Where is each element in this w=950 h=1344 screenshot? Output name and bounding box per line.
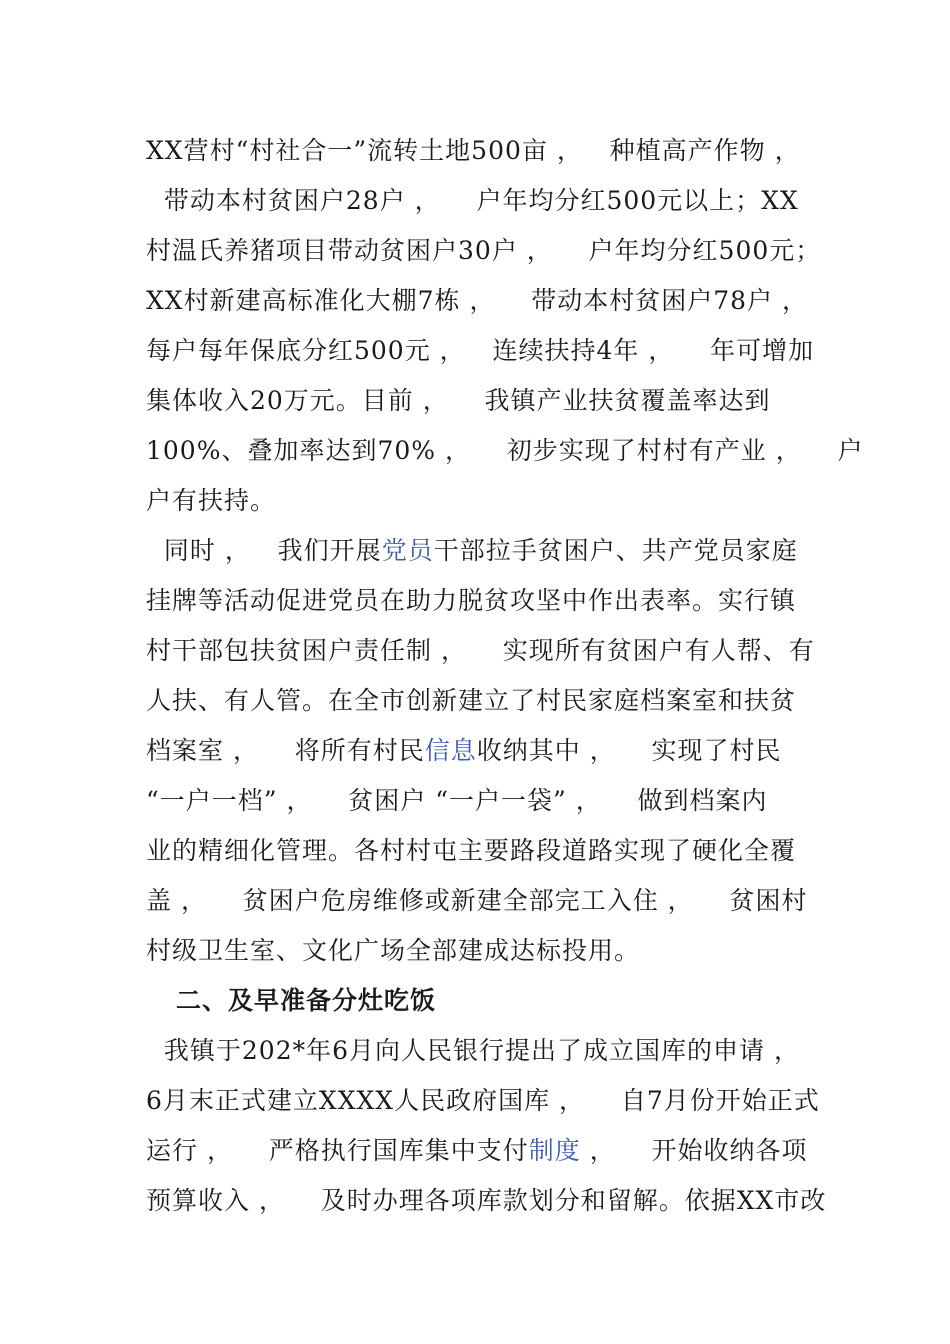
text-line: 村干部包扶贫困户责任制 ， 实现所有贫困户有人帮、有 [146, 636, 815, 665]
text-line: 带动本村贫困户28户 ， 户年均分红500元以上；XX [146, 186, 799, 215]
text-line: 人扶、有人管。在全市创新建立了村民家庭档案室和扶贫 [146, 686, 797, 715]
text-line [146, 536, 826, 566]
text-line: 挂牌等活动促进党员在助力脱贫攻坚中作出表率。实行镇 [146, 586, 797, 615]
text-line: 业的精细化管理。各村村屯主要路段道路实现了硬化全覆 [146, 836, 797, 865]
text-line: 户有扶持。 [146, 486, 277, 515]
text-line: 我镇于202*年6月向人民银行提出了成立国库的申请 ， [146, 1036, 800, 1065]
text-line: 盖 ， 贫困户危房维修或新建全部完工入住 ， 贫困村 [146, 886, 808, 915]
section-heading: 二、及早准备分灶吃饭 [176, 986, 437, 1015]
text-line: 6月末正式建立XXXX人民政府国库 ， 自7月份开始正式 [146, 1086, 820, 1115]
text-segment: 同时 ， 我们开展 [146, 536, 382, 565]
text-segment: ， 开始收纳各项 [580, 1136, 808, 1165]
text-line: XX营村“村社合一”流转土地500亩 ， 种植高产作物 ， [146, 136, 801, 165]
text-segment: 运行 ， 严格执行国库集中支付 [146, 1136, 529, 1165]
keyword-link-system[interactable]: 制度 [528, 1136, 581, 1165]
keyword-link-information[interactable]: 信息 [424, 736, 477, 765]
text-line: 村温氏养猪项目带动贫困户30户 ， 户年均分红500元； [146, 236, 822, 265]
text-line: 100%、叠加率达到70% ， 初步实现了村村有产业 ， 户 [146, 436, 864, 465]
keyword-link-party-member[interactable]: 党员 [381, 536, 434, 565]
text-line [146, 1136, 826, 1166]
text-segment: 收纳其中 ， 实现了村民 [476, 736, 782, 765]
text-segment: 档案室 ， 将所有村民 [146, 736, 425, 765]
text-line: 集体收入20万元。目前 ， 我镇产业扶贫覆盖率达到 [146, 386, 771, 415]
text-line: “一户一档” ， 贫困户 “一户一袋” ， 做到档案内 [146, 786, 768, 815]
text-line [146, 736, 826, 766]
text-line: XX村新建高标准化大棚7栋 ， 带动本村贫困户78户 ， [146, 286, 808, 315]
text-line: 每户每年保底分红500元 ， 连续扶持4年 ， 年可增加 [146, 336, 815, 365]
text-line: 村级卫生室、文化广场全部建成达标投用。 [146, 936, 641, 965]
text-line: 预算收入 ， 及时办理各项库款划分和留解。依据XX市改 [146, 1186, 827, 1215]
text-segment: 干部拉手贫困户、共产党员家庭 [433, 536, 798, 565]
